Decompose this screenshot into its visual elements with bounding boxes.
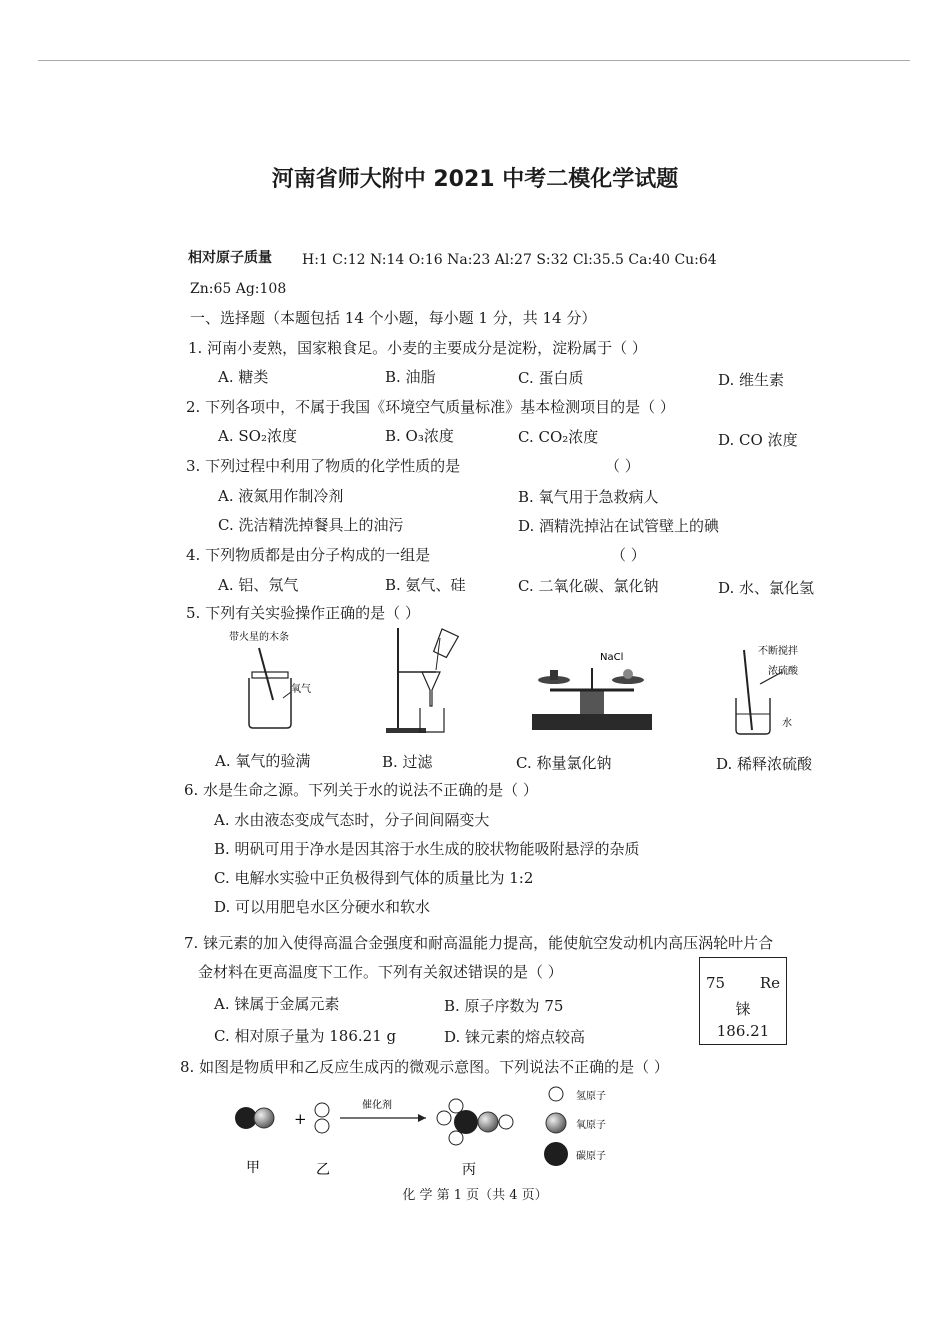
q5-option-d: D. 稀释浓硫酸 xyxy=(716,755,813,773)
label-bing: 丙 xyxy=(462,1162,476,1178)
q4-option-a: A. 铝、氖气 xyxy=(218,576,299,594)
q7-option-b: B. 原子序数为 75 xyxy=(444,997,564,1015)
q4-option-d: D. 水、氯化氢 xyxy=(718,579,815,597)
page-title: 河南省师大附中 2021 中考二模化学试题 xyxy=(271,167,679,192)
question-3-stem: 3. 下列过程中利用了物质的化学性质的是 xyxy=(186,457,461,475)
atomic-mass-label: 相对原子质量 xyxy=(188,250,272,266)
q4-answer-paren: （ ） xyxy=(611,546,646,564)
q2-option-c: C. CO₂浓度 xyxy=(518,428,599,446)
q2-option-a: A. SO₂浓度 xyxy=(218,427,297,445)
figure-filtration xyxy=(386,628,486,738)
question-1-stem: 1. 河南小麦熟，国家粮食足。小麦的主要成分是淀粉，淀粉属于（ ） xyxy=(188,339,647,357)
q3-option-a: A. 液氮用作制冷剂 xyxy=(218,487,344,505)
atomic-mass-line1: H:1 C:12 N:14 O:16 Na:23 Al:27 S:32 Cl:35.5 Ca:40 Cu:64 xyxy=(302,252,717,268)
q6-option-a: A. 水由液态变成气态时，分子间间隔变大 xyxy=(214,811,490,829)
element-card-rhenium xyxy=(699,957,787,1045)
q5-option-c: C. 称量氯化钠 xyxy=(516,754,612,772)
element-number: 75 xyxy=(706,974,726,992)
q3-answer-paren: （ ） xyxy=(605,457,640,475)
fig-d-label-acid: 浓硫酸 xyxy=(768,666,798,677)
legend-hydrogen: 氢原子 xyxy=(576,1091,606,1102)
question-7-stem-line1: 7. 铼元素的加入使得高温合金强度和耐高温能力提高，能使航空发动机内高压涡轮叶片合 xyxy=(184,934,774,952)
q5-option-a: A. 氧气的验满 xyxy=(215,752,311,770)
jia-oxygen-atom xyxy=(254,1108,274,1128)
legend-hydrogen-icon xyxy=(549,1087,563,1101)
figure-oxygen-test xyxy=(225,628,335,738)
element-mass: 186.21 xyxy=(716,1022,770,1040)
legend-carbon-icon xyxy=(544,1142,568,1166)
figure-reaction-diagram xyxy=(230,1088,650,1178)
question-2-stem: 2. 下列各项中，不属于我国《环境空气质量标准》基本检测项目的是（ ） xyxy=(186,398,675,416)
catalyst-label: 催化剂 xyxy=(362,1100,392,1111)
bing-oxygen-atom xyxy=(478,1112,498,1132)
q5-option-b: B. 过滤 xyxy=(382,753,433,771)
element-name: 铼 xyxy=(735,1000,751,1018)
yi-hydrogen-atom-1 xyxy=(315,1103,329,1117)
plus-sign: + xyxy=(294,1110,307,1128)
q6-option-c: C. 电解水实验中正负极得到气体的质量比为 1:2 xyxy=(214,869,534,887)
figure-balance xyxy=(530,650,660,740)
label-yi: 乙 xyxy=(316,1162,330,1178)
fig-d-label-water: 水 xyxy=(782,718,792,729)
q3-option-b: B. 氧气用于急救病人 xyxy=(518,488,659,506)
question-6-stem: 6. 水是生命之源。下列关于水的说法不正确的是（ ） xyxy=(184,781,538,799)
q3-option-c: C. 洗洁精洗掉餐具上的油污 xyxy=(218,516,404,534)
page-footer: 化 学 第 1 页（共 4 页） xyxy=(402,1188,548,1203)
q2-option-d: D. CO 浓度 xyxy=(718,431,798,449)
element-symbol: Re xyxy=(759,974,780,992)
q1-option-d: D. 维生素 xyxy=(718,371,785,389)
q6-option-b: B. 明矾可用于净水是因其溶于水生成的胶状物能吸附悬浮的杂质 xyxy=(214,840,640,858)
legend-oxygen-icon xyxy=(546,1113,566,1133)
fig-a-label-oxygen: 氧气 xyxy=(291,684,311,695)
top-rule xyxy=(38,60,910,61)
bing-carbon-atom xyxy=(454,1110,478,1134)
q1-option-b: B. 油脂 xyxy=(385,368,436,386)
q1-option-c: C. 蛋白质 xyxy=(518,369,584,387)
q3-option-d: D. 酒精洗掉沾在试管壁上的碘 xyxy=(518,517,720,535)
q7-option-d: D. 铼元素的熔点较高 xyxy=(444,1028,586,1046)
label-jia: 甲 xyxy=(246,1160,260,1176)
fig-d-label-stir: 不断搅拌 xyxy=(758,646,798,657)
fig-a-label-splint: 带火星的木条 xyxy=(229,632,289,643)
legend-carbon: 碳原子 xyxy=(576,1151,606,1162)
question-5-stem: 5. 下列有关实验操作正确的是（ ） xyxy=(186,604,420,622)
q2-option-b: B. O₃浓度 xyxy=(385,427,454,445)
question-4-stem: 4. 下列物质都是由分子构成的一组是 xyxy=(186,546,431,564)
q6-option-d: D. 可以用肥皂水区分硬水和软水 xyxy=(214,898,431,916)
q7-option-a: A. 铼属于金属元素 xyxy=(214,995,340,1013)
q4-option-c: C. 二氧化碳、氯化钠 xyxy=(518,577,659,595)
legend-oxygen: 氧原子 xyxy=(576,1120,606,1131)
fig-c-label-nacl: NaCl xyxy=(600,652,624,663)
section-heading: 一、选择题（本题包括 14 个小题，每小题 1 分，共 14 分） xyxy=(190,309,597,327)
yi-hydrogen-atom-2 xyxy=(315,1119,329,1133)
q1-option-a: A. 糖类 xyxy=(218,368,269,386)
q7-option-c: C. 相对原子量为 186.21 g xyxy=(214,1027,397,1045)
q4-option-b: B. 氨气、硅 xyxy=(385,576,466,594)
question-8-stem: 8. 如图是物质甲和乙反应生成丙的微观示意图。下列说法不正确的是（ ） xyxy=(180,1058,669,1076)
atomic-mass-line2: Zn:65 Ag:108 xyxy=(190,281,287,297)
question-7-stem-line2: 金材料在更高温度下工作。下列有关叙述错误的是（ ） xyxy=(198,963,563,981)
figure-dilution xyxy=(730,640,840,740)
